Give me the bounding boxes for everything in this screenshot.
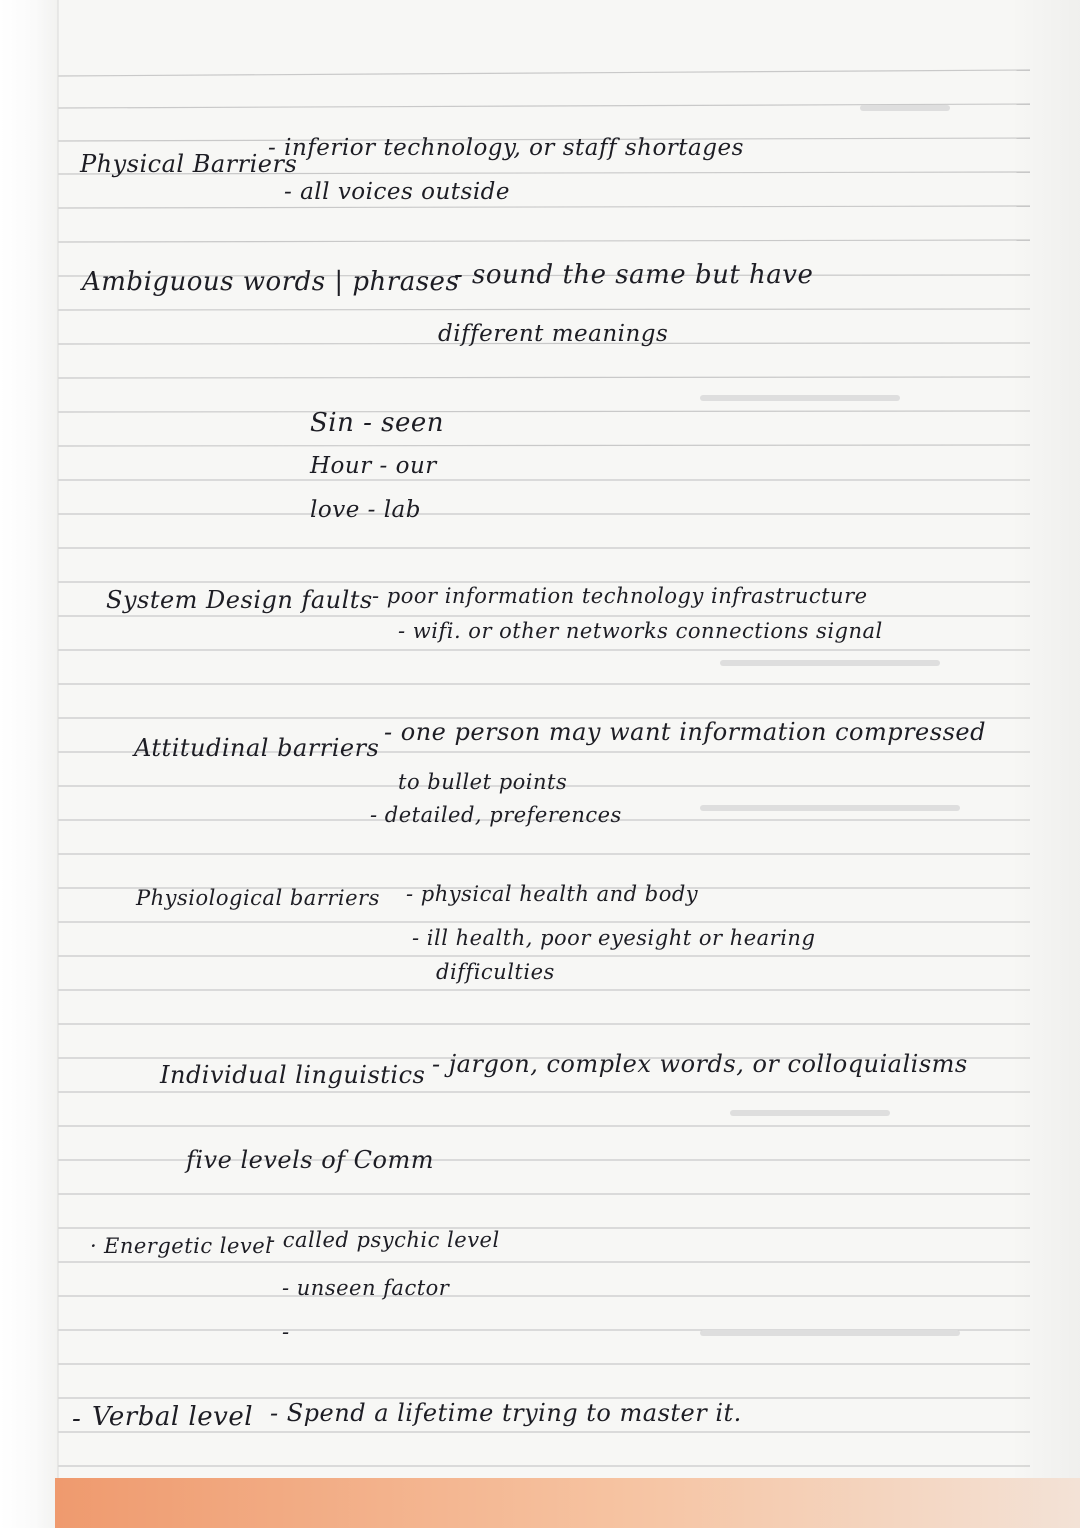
individual-linguistics-point-1: - jargon, complex words, or colloquialisms xyxy=(432,1050,968,1078)
energetic-point-2: - unseen factor xyxy=(282,1276,450,1300)
bottom-colored-strip xyxy=(55,1478,1080,1528)
physical-barriers-point-1: - inferior technology, or staff shortages xyxy=(268,135,744,161)
five-levels-heading: five levels of Comm xyxy=(186,1146,434,1174)
system-design-point-1: - poor information technology infrastructure xyxy=(372,584,868,608)
verbal-bullet: - xyxy=(72,1404,82,1434)
physical-barriers-heading: Physical Barriers xyxy=(80,150,298,178)
ambiguous-heading: Ambiguous words | phrases xyxy=(82,267,460,297)
ambiguous-point-1: - sound the same but have xyxy=(454,260,814,290)
attitudinal-point-2: - detailed, preferences xyxy=(370,803,622,827)
attitudinal-point-1: - one person may want information compressed xyxy=(384,718,986,746)
ambiguous-example-1: Sin - seen xyxy=(310,408,445,438)
energetic-point-3: - xyxy=(282,1320,290,1344)
ambiguous-example-3: love - lab xyxy=(310,497,421,523)
system-design-point-2: - wifi. or other networks connections signal xyxy=(398,619,883,643)
individual-linguistics-heading: Individual linguistics xyxy=(160,1061,426,1089)
attitudinal-point-1-cont: to bullet points xyxy=(398,770,568,794)
energetic-bullet: · xyxy=(90,1234,98,1258)
physiological-point-1: - physical health and body xyxy=(406,882,699,906)
page-right-shadow xyxy=(1010,0,1080,1528)
attitudinal-heading: Attitudinal barriers xyxy=(134,734,380,762)
energetic-heading: Energetic level xyxy=(104,1234,273,1258)
system-design-heading: System Design faults xyxy=(106,586,373,614)
energetic-point-1: - called psychic level xyxy=(268,1228,500,1252)
physiological-point-2-cont: difficulties xyxy=(436,960,555,984)
physiological-heading: Physiological barriers xyxy=(136,886,380,910)
verbal-heading: Verbal level xyxy=(92,1402,254,1432)
verbal-point-1: - Spend a lifetime trying to master it. xyxy=(270,1399,742,1427)
ambiguous-point-1-cont: different meanings xyxy=(438,321,669,347)
physical-barriers-point-2: - all voices outside xyxy=(284,179,511,205)
ambiguous-example-2: Hour - our xyxy=(310,453,437,479)
physiological-point-2: - ill health, poor eyesight or hearing xyxy=(412,926,816,950)
